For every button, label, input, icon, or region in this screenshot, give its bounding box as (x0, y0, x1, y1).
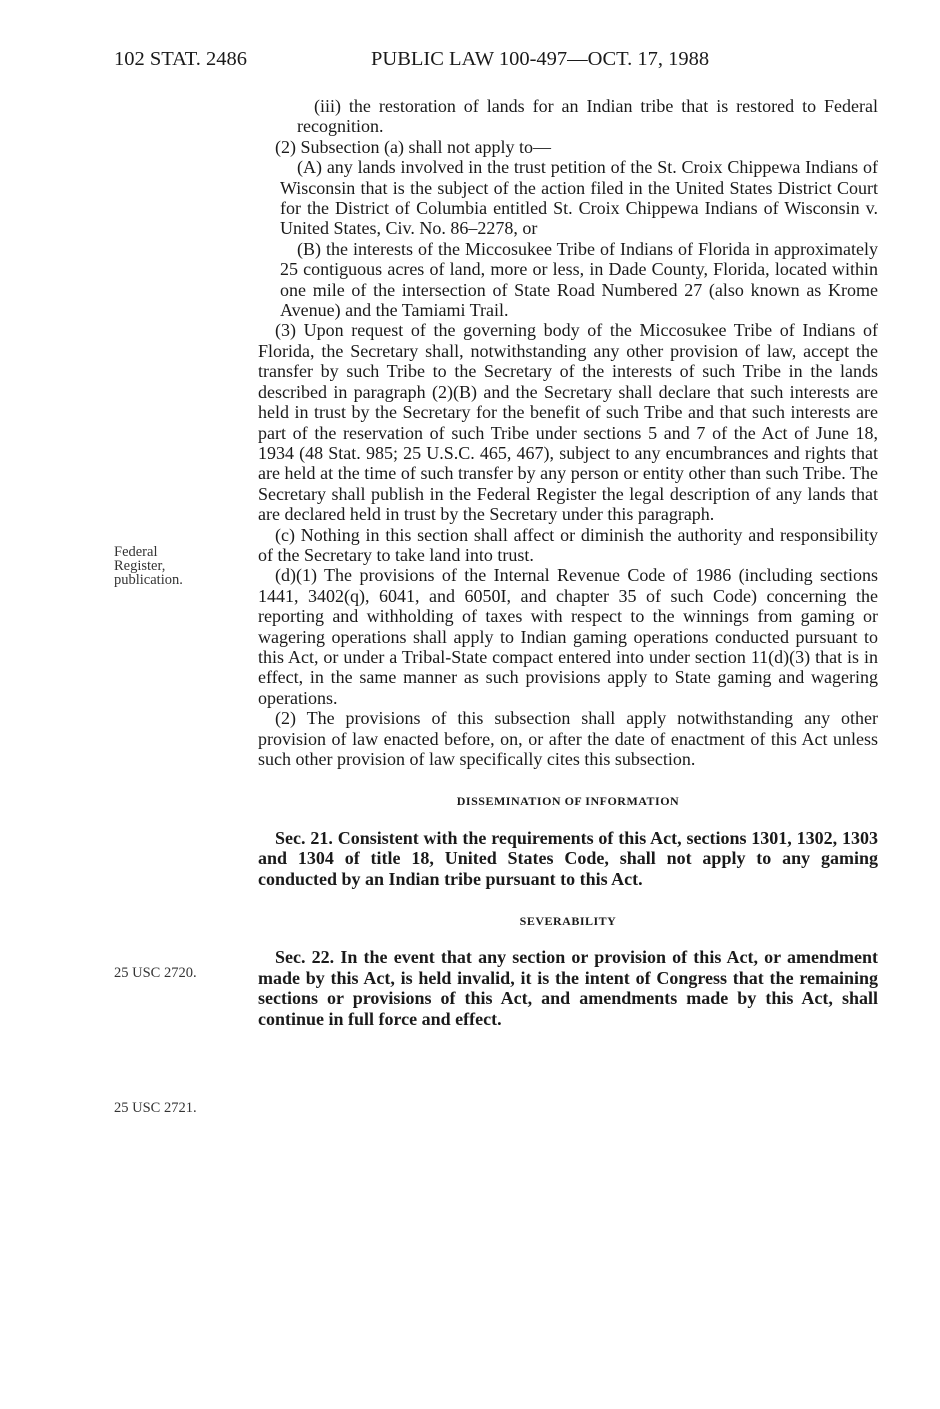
margin-note-usc-2720: 25 USC 2720. (114, 965, 197, 981)
margin-note-federal-register: Federal Register, publication. (114, 544, 183, 588)
section-22-label: Sec. 22. (275, 947, 335, 968)
section-21-text: Consistent with the requirements of this Act, sections 1301, 1302, 1303 and 1304 of title 18, United States Code, shall not apply to any gaming conducted by an Indian tribe pursuant to this Act. (258, 827, 878, 889)
section-22-text: In the event that any section or provision of this Act, or amendment made by this Act, is held invalid, it is the intent of Congress that the remaining sections or provisions of this Act, and amendments made by this Act, shall continue in full force and effect. (258, 947, 879, 1029)
paragraph-B: (B) the interests of the Miccosukee Tribe of Indians of Florida in approximately 25 contiguous acres of land, more or less, in Dade County, Florida, located within one mile of the intersection of State Road Numbered 27 (also known as Krome Avenue) and the Tamiami Trail. (280, 238, 878, 321)
paragraph-A: (A) any lands involved in the trust petition of the St. Croix Chippewa Indians of Wisconsin that is the subject of the action filed in the United States District Court for the District of Columbia entitled St. Croix Chippewa Indians of Wisconsin v. United States, Civ. No. 86–2278, or (280, 157, 878, 239)
section-22-heading: SEVERABILITY (519, 914, 617, 929)
section-21-label: Sec. 21. (275, 827, 333, 848)
section-22 (258, 911, 878, 1029)
paragraph-d1: (d)(1) The provisions of the Internal Revenue Code of 1986 (including sections 1441, 3402(q), 6041, and 6050I, and chapter 35 of such Code) concerning the reporting and withholding of taxes with respect to the winnings from gaming or wagering operations shall apply to Indian gaming operations conducted pursuant to this Act, or under a Tribal-State compact entered into under section 11(d)(3) that is in effect, in the same manner as such provisions apply to State gaming and wagering operations. (258, 565, 878, 708)
paragraph-2: (2) Subsection (a) shall not apply to— (275, 136, 551, 157)
paragraph-3: (3) Upon request of the governing body of the Miccosukee Tribe of Indians of Florida, the Secretary shall, notwithstanding any other provision of law, accept the transfer by such Tribe to the Secretary of the interests of such Tribe in the lands described in paragraph (2)(B) and the Secretary shall declare that such interests are held in trust by the Secretary for the benefit of such Tribe and that such interests are part of the reservation of such Tribe under sections 5 and 7 of the Act of June 18, 1934 (48 Stat. 985; 25 U.S.C. 465, 467), subject to any encumbrances and rights that are held at the time of such transfer by any person or entity other than such Tribe. The Secretary shall publish in the Federal Register the legal description of any lands that are declared held in trust by the Secretary under this paragraph. (258, 320, 878, 525)
body-text (258, 96, 878, 1029)
margin-note-usc-2721: 25 USC 2721. (114, 1100, 197, 1116)
paragraph-c: (c) Nothing in this section shall affect or diminish the authority and responsibility of the Secretary to take land into trust. (258, 524, 878, 565)
paragraph-iii: (iii) the restoration of lands for an Indian tribe that is restored to Federal recognition. (297, 96, 878, 137)
stat-page-number: 102 STAT. 2486 (114, 48, 247, 70)
section-21 (258, 791, 878, 889)
public-law-title: PUBLIC LAW 100-497—OCT. 17, 1988 (371, 48, 710, 70)
page-header (0, 48, 940, 78)
paragraph-d2: (2) The provisions of this subsection shall apply notwithstanding any other provision of law enacted before, on, or after the date of enactment of this Act unless such other provision of law specifically cites this subsection. (258, 708, 878, 769)
section-21-heading: DISSEMINATION OF INFORMATION (456, 794, 680, 809)
